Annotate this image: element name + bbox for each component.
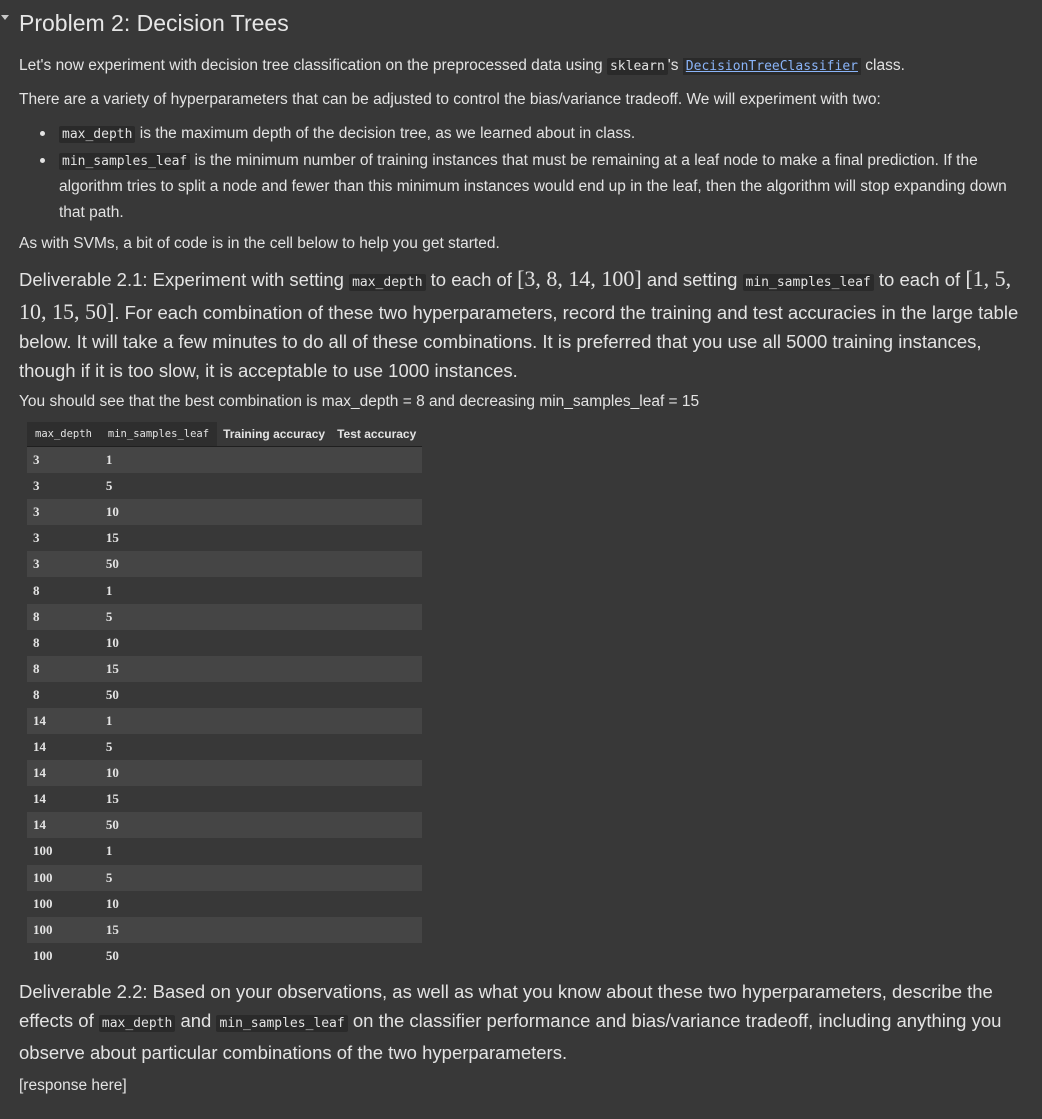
deliverable-text: . For each combination of these two hyperparameters, record the training and test accuracies in the large table below. It will take a few minutes to do all of these combinations. It is preferred that you use all 5000 training instances, though if it is too slow, it is acceptable to use 1000 instances. — [19, 302, 1019, 381]
cell-test-accuracy — [331, 943, 422, 969]
bullet-text: is the maximum depth of the decision tree, as we learned about in class. — [135, 125, 636, 142]
cell-max-depth: 100 — [27, 917, 100, 943]
cell-min-samples-leaf: 10 — [100, 891, 217, 917]
deliverable-2-2 — [19, 977, 1024, 1067]
best-combination-note: You should see that the best combination is max_depth = 8 and decreasing min_samples_leaf = 15 — [19, 393, 700, 410]
intro-text-possessive: 's — [667, 57, 683, 74]
cell-training-accuracy — [217, 473, 331, 499]
table-row — [27, 577, 422, 603]
deliverable-text: and — [175, 1010, 217, 1031]
table-row — [27, 447, 422, 474]
cell-training-accuracy — [217, 551, 331, 577]
table-row — [27, 734, 422, 760]
cell-max-depth: 14 — [27, 734, 100, 760]
table-header-row — [27, 422, 422, 447]
cell-min-samples-leaf: 10 — [100, 499, 217, 525]
cell-max-depth: 14 — [27, 812, 100, 838]
cell-min-samples-leaf: 1 — [100, 708, 217, 734]
cell-max-depth: 3 — [27, 499, 100, 525]
cell-min-samples-leaf: 15 — [100, 786, 217, 812]
cell-training-accuracy — [217, 760, 331, 786]
cell-training-accuracy — [217, 604, 331, 630]
cell-min-samples-leaf: 15 — [100, 656, 217, 682]
intro-text: Let's now experiment with decision tree classification on the preprocessed data using — [19, 57, 607, 74]
cell-test-accuracy — [331, 838, 422, 864]
cell-test-accuracy — [331, 577, 422, 603]
inline-code-min-samples-leaf: min_samples_leaf — [59, 153, 190, 170]
cell-training-accuracy — [217, 786, 331, 812]
inline-code-sklearn: sklearn — [607, 58, 668, 75]
header-test-accuracy: Test accuracy — [331, 422, 422, 447]
math-leaf-values: [1, 5, 10, 15, 50] — [19, 266, 1012, 324]
inline-code-max-depth: max_depth — [59, 126, 135, 143]
table-row — [27, 760, 422, 786]
bullet-text: is the minimum number of training instances that must be remaining at a leaf node to make a final prediction. If the algorithm tries to split a node and fewer than this minimum instances would end up in the leaf, then the algorithm will stop expanding down that path. — [59, 151, 1007, 221]
cell-training-accuracy — [217, 630, 331, 656]
table-row — [27, 499, 422, 525]
table-row — [27, 682, 422, 708]
cell-min-samples-leaf: 50 — [100, 943, 217, 969]
cell-test-accuracy — [331, 786, 422, 812]
cell-min-samples-leaf: 15 — [100, 917, 217, 943]
cell-min-samples-leaf: 10 — [100, 630, 217, 656]
inline-code-max-depth: max_depth — [99, 1015, 175, 1032]
table-row — [27, 708, 422, 734]
table-row — [27, 604, 422, 630]
list-item-min-samples-leaf — [40, 148, 1020, 226]
header-training-accuracy: Training accuracy — [217, 422, 331, 447]
cell-test-accuracy — [331, 447, 422, 474]
cell-min-samples-leaf: 1 — [100, 838, 217, 864]
cell-max-depth: 14 — [27, 708, 100, 734]
cell-test-accuracy — [331, 682, 422, 708]
math-depth-values: [3, 8, 14, 100] — [517, 266, 642, 291]
cell-test-accuracy — [331, 734, 422, 760]
cell-test-accuracy — [331, 708, 422, 734]
list-item-max-depth — [40, 121, 1020, 148]
header-min-samples-leaf: min_samples_leaf — [100, 422, 217, 447]
deliverable-text: on the classifier performance and bias/variance tradeoff, including anything you observe about particular combinations of the two hyperparameters. — [19, 1010, 1002, 1063]
hyperparameters-intro: There are a variety of hyperparameters that can be adjusted to control the bias/variance tradeoff. We will experiment with two: — [19, 91, 881, 108]
cell-test-accuracy — [331, 760, 422, 786]
cell-min-samples-leaf: 50 — [100, 812, 217, 838]
cell-test-accuracy — [331, 630, 422, 656]
deliverable-text: Deliverable 2.2: Based on your observations, as well as what you know about these two hyperparameters, describe the effects of — [19, 981, 993, 1031]
table-row — [27, 891, 422, 917]
bullet-dot-icon — [40, 131, 45, 136]
cell-min-samples-leaf: 50 — [100, 551, 217, 577]
cell-min-samples-leaf: 50 — [100, 682, 217, 708]
cell-training-accuracy — [217, 656, 331, 682]
cell-training-accuracy — [217, 499, 331, 525]
cell-training-accuracy — [217, 682, 331, 708]
cell-training-accuracy — [217, 525, 331, 551]
cell-test-accuracy — [331, 891, 422, 917]
inline-code-min-samples-leaf: min_samples_leaf — [216, 1015, 347, 1032]
cell-min-samples-leaf: 10 — [100, 760, 217, 786]
intro-text-end: class. — [860, 57, 905, 74]
cell-max-depth: 8 — [27, 630, 100, 656]
deliverable-2-1 — [19, 264, 1024, 385]
cell-min-samples-leaf: 5 — [100, 865, 217, 891]
cell-max-depth: 100 — [27, 891, 100, 917]
collapse-caret-icon[interactable] — [1, 15, 9, 20]
cell-test-accuracy — [331, 865, 422, 891]
cell-min-samples-leaf: 15 — [100, 525, 217, 551]
header-max-depth: max_depth — [27, 422, 100, 447]
table-row — [27, 630, 422, 656]
intro-paragraph — [19, 55, 905, 78]
cell-training-accuracy — [217, 812, 331, 838]
cell-min-samples-leaf: 5 — [100, 604, 217, 630]
cell-max-depth: 100 — [27, 838, 100, 864]
cell-test-accuracy — [331, 917, 422, 943]
table-row — [27, 943, 422, 969]
table-row — [27, 525, 422, 551]
cell-max-depth: 14 — [27, 760, 100, 786]
results-table — [27, 422, 422, 969]
table-row — [27, 865, 422, 891]
cell-max-depth: 3 — [27, 447, 100, 474]
cell-test-accuracy — [331, 499, 422, 525]
cell-max-depth: 8 — [27, 656, 100, 682]
cell-max-depth: 3 — [27, 551, 100, 577]
cell-training-accuracy — [217, 838, 331, 864]
table-row — [27, 786, 422, 812]
deliverable-text: Deliverable 2.1: Experiment with setting — [19, 269, 350, 290]
cell-training-accuracy — [217, 865, 331, 891]
decision-tree-classifier-link[interactable]: DecisionTreeClassifier — [683, 58, 861, 75]
cell-max-depth: 100 — [27, 865, 100, 891]
cell-training-accuracy — [217, 891, 331, 917]
cell-test-accuracy — [331, 656, 422, 682]
cell-max-depth: 8 — [27, 604, 100, 630]
cell-training-accuracy — [217, 917, 331, 943]
cell-max-depth: 8 — [27, 682, 100, 708]
cell-test-accuracy — [331, 812, 422, 838]
table-row — [27, 473, 422, 499]
table-row — [27, 838, 422, 864]
cell-min-samples-leaf: 5 — [100, 734, 217, 760]
deliverable-text: and setting — [641, 269, 743, 290]
response-placeholder[interactable]: [response here] — [19, 1077, 127, 1094]
inline-code-min-samples-leaf: min_samples_leaf — [743, 274, 874, 291]
cell-test-accuracy — [331, 604, 422, 630]
cell-training-accuracy — [217, 447, 331, 474]
svm-note: As with SVMs, a bit of code is in the cell below to help you get started. — [19, 235, 500, 252]
cell-min-samples-leaf: 1 — [100, 577, 217, 603]
cell-test-accuracy — [331, 473, 422, 499]
deliverable-text: to each of — [425, 269, 518, 290]
table-row — [27, 812, 422, 838]
cell-max-depth: 3 — [27, 473, 100, 499]
cell-max-depth: 8 — [27, 577, 100, 603]
deliverable-text: to each of — [873, 269, 966, 290]
cell-max-depth: 14 — [27, 786, 100, 812]
table-row — [27, 917, 422, 943]
cell-max-depth: 100 — [27, 943, 100, 969]
cell-test-accuracy — [331, 551, 422, 577]
cell-max-depth: 3 — [27, 525, 100, 551]
cell-training-accuracy — [217, 734, 331, 760]
cell-min-samples-leaf: 1 — [100, 447, 217, 474]
cell-test-accuracy — [331, 525, 422, 551]
hyperparameter-list — [40, 121, 1020, 225]
cell-training-accuracy — [217, 708, 331, 734]
cell-min-samples-leaf: 5 — [100, 473, 217, 499]
bullet-dot-icon — [40, 158, 45, 163]
cell-training-accuracy — [217, 943, 331, 969]
section-heading: Problem 2: Decision Trees — [19, 10, 289, 36]
table-row — [27, 551, 422, 577]
inline-code-max-depth: max_depth — [349, 274, 425, 291]
table-row — [27, 656, 422, 682]
cell-training-accuracy — [217, 577, 331, 603]
